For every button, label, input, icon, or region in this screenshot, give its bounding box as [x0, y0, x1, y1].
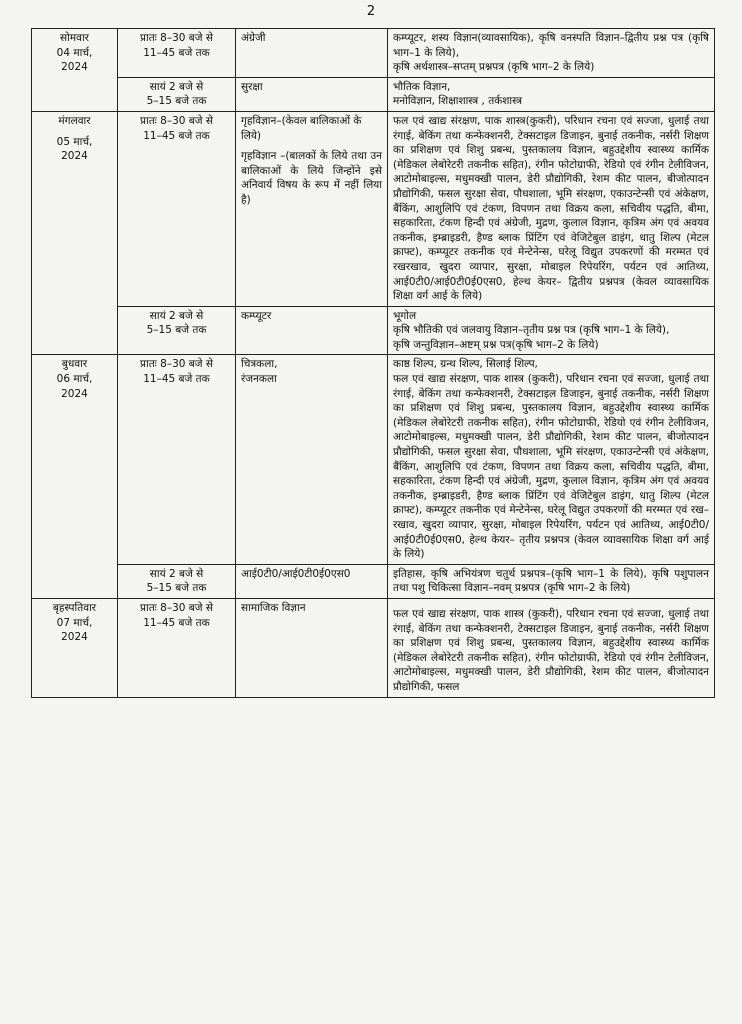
other-subjects-cell	[388, 77, 715, 111]
time-cell	[118, 111, 236, 306]
day-year: 2024	[61, 61, 88, 74]
main-subject-cell	[236, 77, 388, 111]
time-end: 5–15 बजे तक	[146, 324, 207, 337]
other-subjects-text: इतिहास, कृषि अभियंत्रण चतुर्थ प्रश्नपत्र–(कृषि भाग–1 के लिये), कृषि पशुपालन तथा पशु चिकित्सा विज्ञान–नवम् प्रश्नपत्र (कृषि भाग–2 के लिये)	[393, 567, 709, 595]
other-subjects-cell	[388, 598, 715, 697]
day-name: सोमवार	[60, 32, 89, 44]
time-start: सायं 2 बजे से	[149, 567, 204, 580]
time-end: 5–15 बजे तक	[146, 582, 207, 595]
schedule-row	[32, 29, 715, 78]
day-date: 04 मार्च,	[56, 46, 93, 59]
day-date: 05 मार्च,	[56, 135, 93, 148]
other-subjects-text: फल एवं खाद्य संरक्षण, पाक शास्त्र (कुकरी), परिधान रचना एवं सज्जा, धुलाई तथा रंगाई, बेकिंग तथा कन्फेक्शनरी, टेक्सटाइल डिजाइन, बुनाई तकनीक, नर्सरी शिक्षण का प्रशिक्षण एवं शिशु प्रबन्ध, पुस्तकालय विज्ञान, बहुउद्देशीय स्वास्थ्य कार्मिक (मेडिकल लेबोरेटरी तकनीक सहित), रंगीन फोटोग्राफी, रेडियो एवं रंगीन टेलीविजन, आटोमोबाइल्स, मधुमक्खी पालन, डेरी प्रौद्योगिकी, रेशम कीट पालन, बीजोत्पादन प्रौद्योगिकी, फसल	[393, 607, 709, 693]
main-subject: रंजनकला	[241, 373, 277, 386]
schedule-row	[32, 111, 715, 306]
schedule-row	[32, 355, 715, 564]
main-subject: गृहविज्ञान–(केवल बालिकाओं के लिये)	[241, 114, 362, 142]
time-start: प्रातः 8–30 बजे से	[140, 601, 213, 614]
time-start: सायं 2 बजे से	[149, 309, 204, 322]
other-subjects-text: कृषि जन्तुविज्ञान–अष्टम् प्रश्न पत्र(कृषि भाग–2 के लिये)	[393, 338, 599, 351]
day-name: बृहस्पतिवार	[52, 601, 97, 614]
time-start: प्रातः 8–30 बजे से	[140, 358, 213, 371]
other-subjects-cell	[388, 29, 715, 78]
time-end: 11–45 बजे तक	[143, 46, 210, 59]
main-subject-cell	[236, 306, 388, 355]
other-subjects-cell	[388, 564, 715, 598]
schedule-row	[32, 306, 715, 355]
other-subjects-text: भौतिक विज्ञान,	[393, 80, 451, 93]
time-start: प्रातः 8–30 बजे से	[140, 32, 213, 44]
main-subject: गृहविज्ञान –(बालकों के लिये तथा उन बालिकाओं के लिये जिन्होंने इसे अनिवार्य विषय के रूप में नहीं लिया है)	[241, 150, 382, 206]
day-cell	[32, 29, 118, 112]
other-subjects-text: कृषि भौतिकी एवं जलवायु विज्ञान–तृतीय प्रश्न पत्र (कृषि भाग–1 के लिये),	[393, 324, 670, 337]
other-subjects-text: कृषि अर्थशास्त्र–सप्तम् प्रश्नपत्र (कृषि भाग–2 के लिये)	[393, 61, 595, 74]
time-cell	[118, 306, 236, 355]
day-cell	[32, 111, 118, 355]
other-subjects-cell	[388, 355, 715, 564]
main-subject: सामाजिक विज्ञान	[241, 601, 306, 614]
day-year: 2024	[61, 631, 88, 644]
time-cell	[118, 29, 236, 78]
main-subject-cell	[236, 598, 388, 697]
time-end: 11–45 बजे तक	[143, 129, 210, 142]
other-subjects-text: काष्ठ शिल्प, ग्रन्थ शिल्प, सिलाई शिल्प,	[393, 358, 538, 371]
day-name: बुधवार	[61, 358, 88, 371]
time-start: प्रातः 8–30 बजे से	[140, 114, 213, 127]
main-subject: सुरक्षा	[241, 80, 263, 93]
main-subject: चित्रकला,	[241, 358, 278, 371]
schedule-row	[32, 77, 715, 111]
day-cell	[32, 598, 118, 697]
main-subject-cell	[236, 355, 388, 564]
day-year: 2024	[61, 387, 88, 400]
time-cell	[118, 355, 236, 564]
time-start: सायं 2 बजे से	[149, 80, 204, 93]
other-subjects-text: मनोविज्ञान, शिक्षाशास्त्र , तर्कशास्त्र	[393, 95, 522, 108]
main-subject: कम्प्यूटर	[241, 309, 272, 322]
main-subject: आई0टी0/आई0टी0ई0एस0	[241, 567, 351, 580]
other-subjects-text: भूगोल	[393, 309, 417, 322]
day-year: 2024	[61, 150, 88, 163]
time-end: 11–45 बजे तक	[143, 616, 210, 629]
time-cell	[118, 77, 236, 111]
other-subjects-text: फल एवं खाद्य संरक्षण, पाक शास्त्र (कुकरी), परिधान रचना एवं सज्जा, धुलाई तथा रंगाई, बेकिंग तथा कन्फेक्शनरी, टेक्सटाइल डिजाइन, बुनाई तकनीक, नर्सरी शिक्षण का प्रशिक्षण एवं शिशु प्रबन्ध, पुस्तकालय विज्ञान, बहुउद्देशीय स्वास्थ्य कार्मिक (मेडिकल लेबोरेटरी तकनीक सहित), रंगीन फोटोग्राफी, रेडियो एवं रंगीन टेलीविजन, आटोमोबाइल्स, मधुमक्खी पालन, डेरी प्रौद्योगिकी, रेशम कीट पालन, बीजोत्पादन प्रौद्योगिकी, फसल सुरक्षा सेवा, पौधशाला, भूमि संरक्षण, एकाउन्टेन्सी एवं अंकेक्षण, बैंकिंग, आशुलिपि एवं टंकण, विपणन तथा विक्रय कला, सचिवीय पद्धति, बीमा, सहकारिता, टंकण हिन्दी एवं अंग्रेजी, मुद्रण, कुलाल विज्ञान, कृत्रिम अंग एवं अवयव तकनीक, इम्ब्राइडरी, हैण्ड ब्लाक प्रिंटिंग एवं वेजिटेबुल डाइंग, धातु शिल्प (मेटल क्राफ्ट), कम्प्यूटर तकनीक एवं मेन्टेनेन्स, घरेलू विद्युत उपकरणों की मरम्मत एवं रख–रखाव, खुदरा व्यापार, सुरक्षा, मोबाइल रिपेयरिंग, पर्यटन एवं आतिथ्य, आई0टी0/आई0टी0ई0एस0, हेल्थ केयर– तृतीय प्रश्नपत्र (केवल व्यावसायिक शिक्षा वर्ग आई के लिये)	[393, 373, 709, 561]
other-subjects-cell	[388, 111, 715, 306]
exam-schedule-table	[31, 28, 715, 698]
page-number: 2	[366, 4, 376, 19]
main-subject-cell	[236, 564, 388, 598]
main-subject-cell	[236, 29, 388, 78]
other-subjects-cell	[388, 306, 715, 355]
other-subjects-text: फल एवं खाद्य संरक्षण, पाक शास्त्र(कुकरी), परिधान रचना एवं सज्जा, धुलाई तथा रंगाई, बेकिंग तथा कन्फेक्शनरी, टेक्सटाइल डिजाइन, बुनाई तकनीक, नर्सरी शिक्षण का प्रशिक्षण एवं शिशु प्रबन्ध, पुस्तकालय विज्ञान, बहुउद्देशीय स्वास्थ्य कार्मिक (मेडिकल लेबोरेटरी तकनीक सहित), रंगीन फोटोग्राफी, रेडियो एवं रंगीन टेलीविजन, आटोमोबाइल्स, मधुमक्खी पालन, डेरी प्रौद्योगिकी, रेशम कीट पालन, बीजोत्पादन प्रौद्योगिकी, फसल सुरक्षा सेवा, पौधशाला, भूमि संरक्षण, एकाउन्टेन्सी एवं अंकेक्षण, बैंकिंग, आशुलिपि एवं टंकण, विपणन तथा विक्रय कला, सचिवीय पद्धति, बीमा, सहकारिता, टंकण हिन्दी एवं अंग्रेजी, मुद्रण, कुलाल विज्ञान, कृत्रिम अंग एवं अवयव तकनीक, इम्ब्राइडरी, हैण्ड ब्लाक प्रिंटिंग एवं वेजिटेबुल डाइंग, धातु शिल्प (मेटल क्राफ्ट), कम्प्यूटर तकनीक एवं मेन्टेनेन्स, घरेलू विद्युत उपकरणों की मरम्मत एवं रखरखाव, खुदरा व्यापार, सुरक्षा, मोबाइल रिपेयरिंग, पर्यटन एवं आतिथ्य, आई0टी0/आई0टी0ई0एस0, हेल्थ केयर– द्वितीय प्रश्नपत्र (केवल व्यावसायिक शिक्षा वर्ग आई के लिये)	[393, 114, 709, 303]
other-subjects-text: कम्प्यूटर, शस्य विज्ञान(व्यावसायिक), कृषि वनस्पति विज्ञान–द्वितीय प्रश्न पत्र (कृषि भाग–1 के लिये),	[393, 32, 709, 59]
day-name: मंगलवार	[58, 114, 91, 127]
time-end: 11–45 बजे तक	[143, 373, 210, 386]
schedule-row	[32, 564, 715, 598]
day-date: 07 मार्च,	[56, 616, 93, 629]
schedule-row	[32, 598, 715, 697]
day-date: 06 मार्च,	[56, 373, 93, 386]
main-subject: अंग्रेजी	[241, 32, 266, 44]
time-cell	[118, 598, 236, 697]
main-subject-cell	[236, 111, 388, 306]
day-cell	[32, 355, 118, 599]
time-end: 5–15 बजे तक	[146, 95, 207, 108]
time-cell	[118, 564, 236, 598]
